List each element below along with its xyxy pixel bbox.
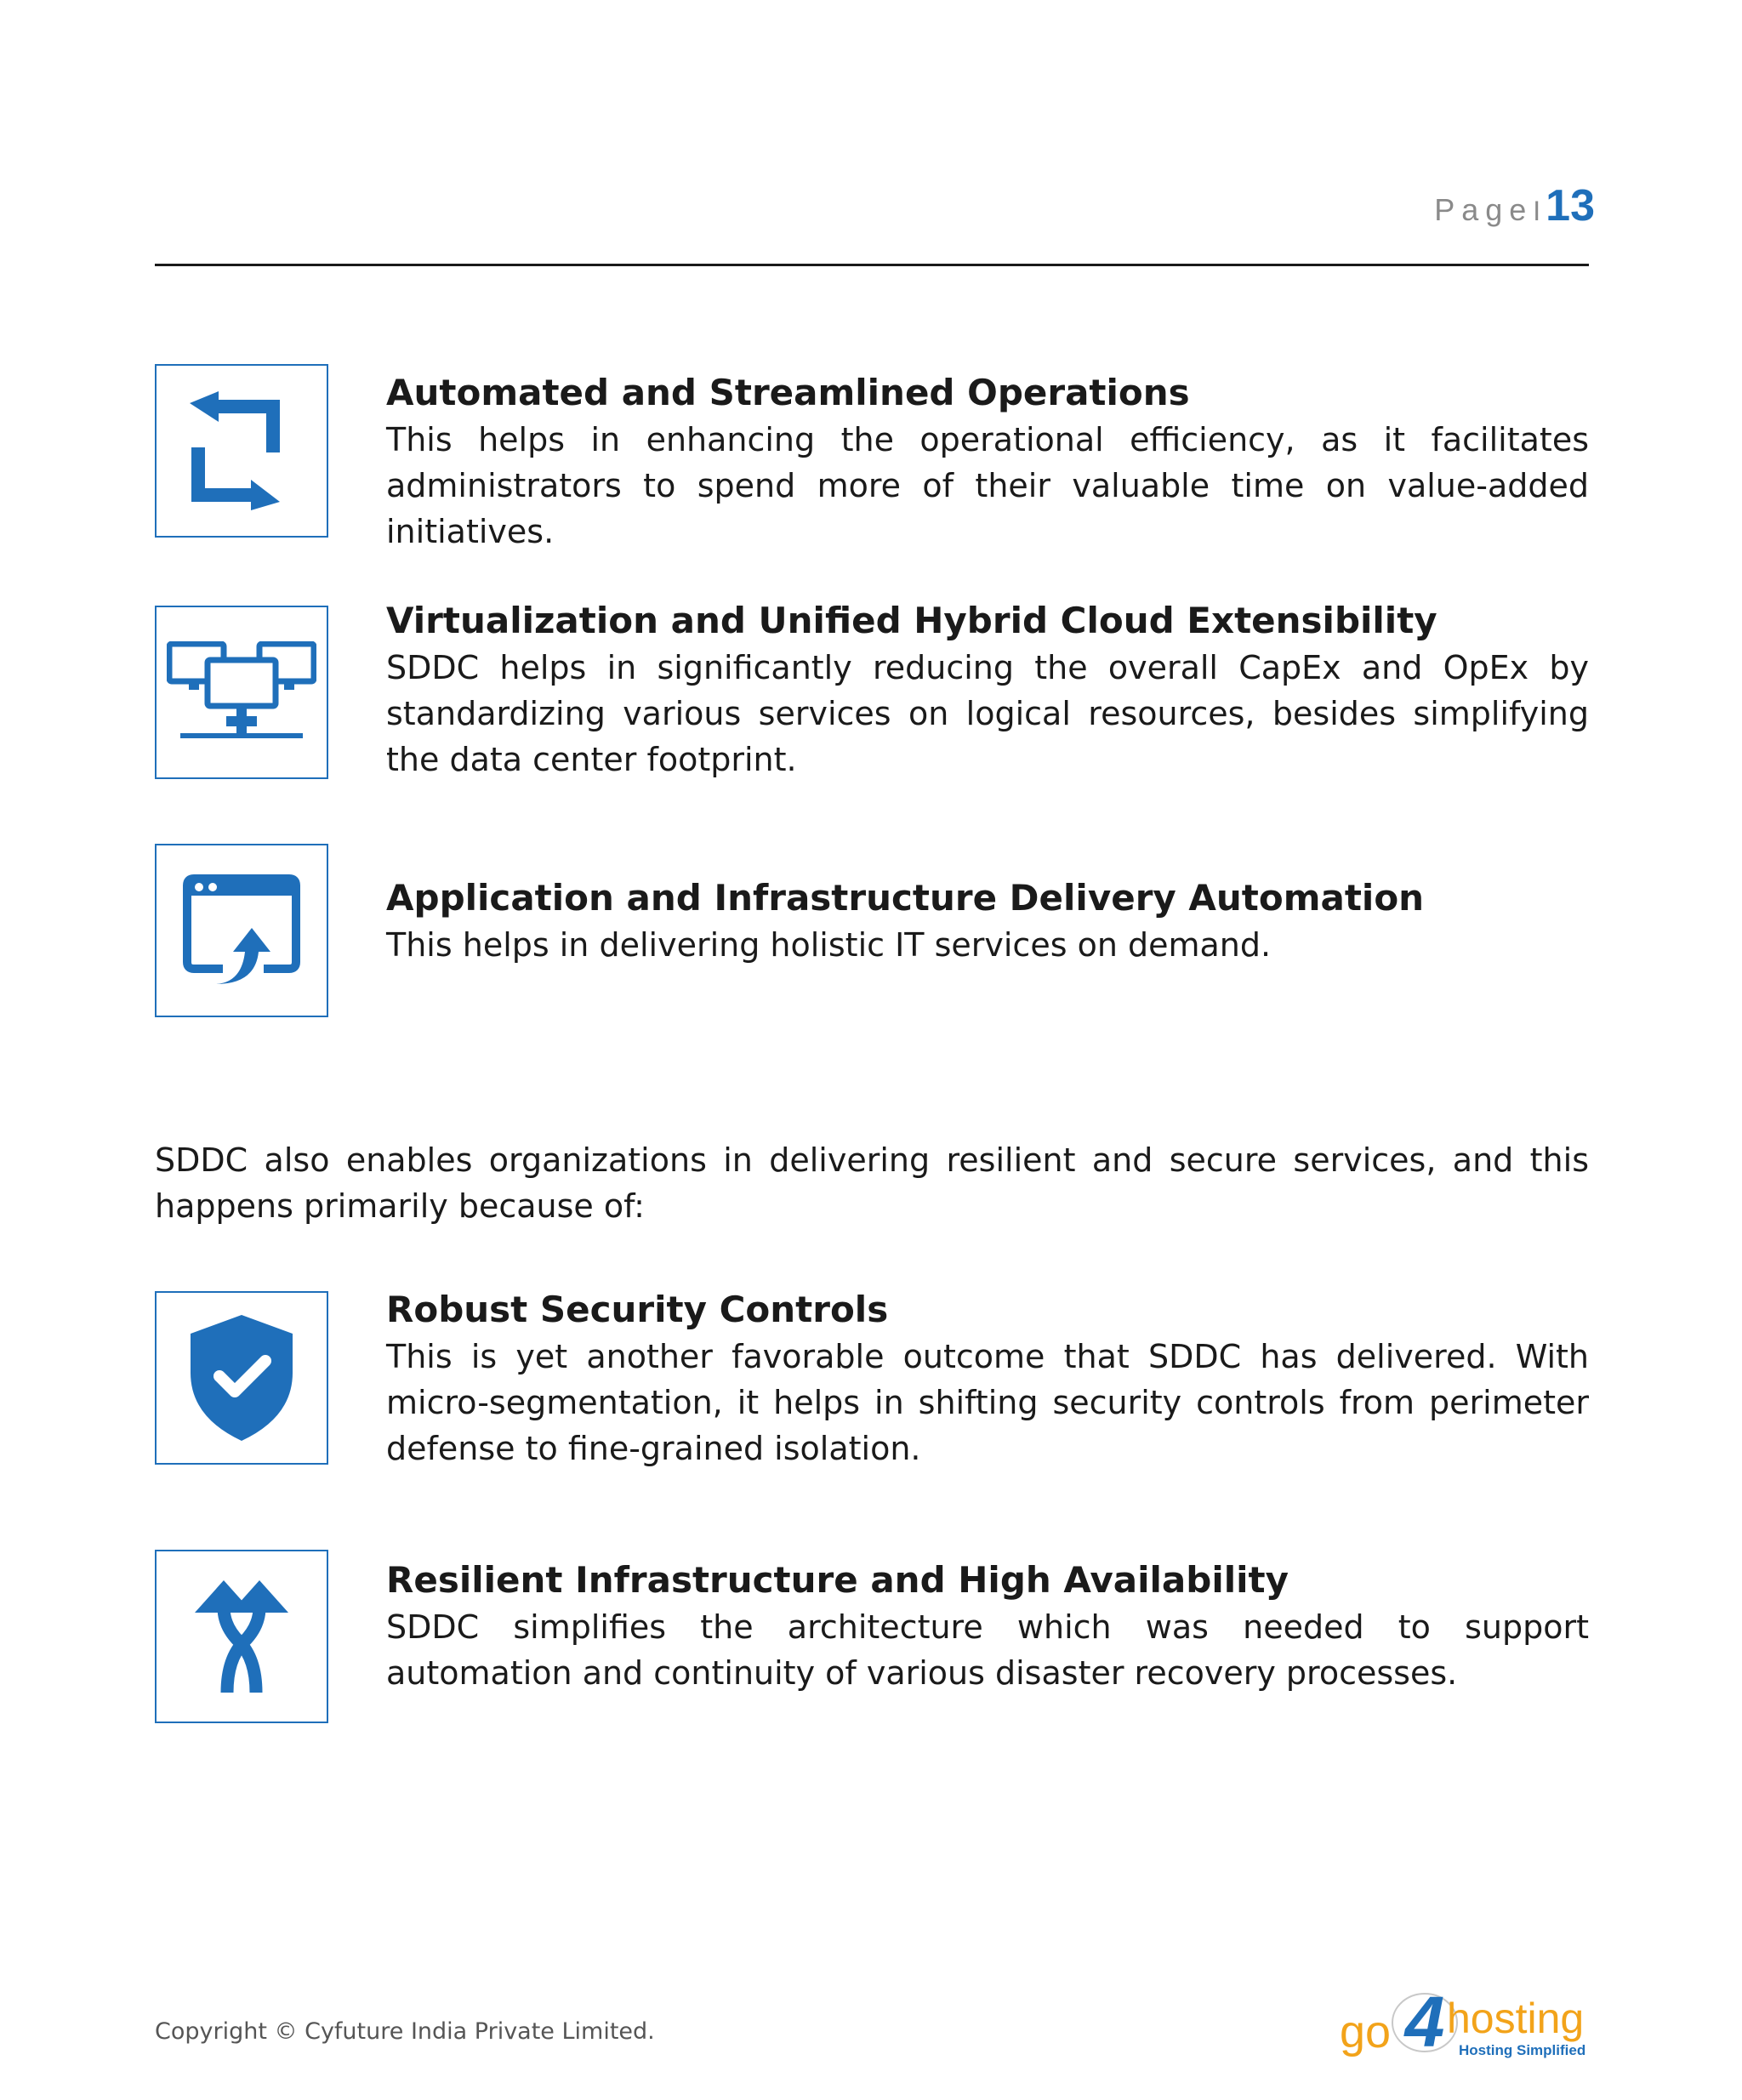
feature-title: Automated and Streamlined Operations — [386, 372, 1190, 413]
shield-check-icon — [155, 1291, 328, 1465]
logo-hosting-text: hosting — [1447, 1995, 1585, 2042]
page-number-label — [1434, 180, 1595, 231]
feature-description: This helps in delivering holistic IT services on demand. — [386, 926, 1272, 964]
feature-title: Robust Security Controls — [386, 1289, 889, 1330]
window-upload-icon — [155, 844, 328, 1017]
go4hosting-logo — [1340, 1982, 1595, 2067]
logo-four-digit: 4 — [1404, 1983, 1445, 2055]
page-separator: I — [1533, 196, 1541, 226]
network-monitors-icon — [155, 606, 328, 779]
intro-paragraph: SDDC also enables organizations in delivering resilient and secure services, and this happens primarily because of: — [155, 1141, 1589, 1225]
feature-title: Resilient Infrastructure and High Availability — [386, 1559, 1289, 1601]
header-divider — [155, 264, 1589, 266]
feature-description: SDDC simplifies the architecture which was needed to support automation and continuity of various disaster recovery processes. — [386, 1608, 1589, 1692]
feature-title: Virtualization and Unified Hybrid Cloud Extensibility — [386, 600, 1437, 641]
crossing-arrows-icon — [155, 1550, 328, 1723]
page-number: 13 — [1546, 181, 1595, 230]
logo-tagline: Hosting Simplified — [1459, 2042, 1586, 2058]
feature-description: This is yet another favorable outcome that SDDC has delivered. With micro-segmentation, it helps in shifting security controls from perimeter defense to fine-grained isolation. — [386, 1338, 1589, 1467]
repeat-arrows-icon — [155, 364, 328, 538]
page-word: Page — [1434, 192, 1534, 227]
logo-go-text: go — [1340, 2006, 1392, 2057]
copyright-text: Copyright © Cyfuture India Private Limited. — [155, 2018, 655, 2045]
feature-description: This helps in enhancing the operational efficiency, as it facilitates administrators to spend more of their valuable time on value-added initiatives. — [386, 421, 1589, 550]
feature-description: SDDC helps in significantly reducing the overall CapEx and OpEx by standardizing various services on logical resources, besides simplifying the data center footprint. — [386, 649, 1589, 778]
feature-title: Application and Infrastructure Delivery Automation — [386, 877, 1425, 919]
